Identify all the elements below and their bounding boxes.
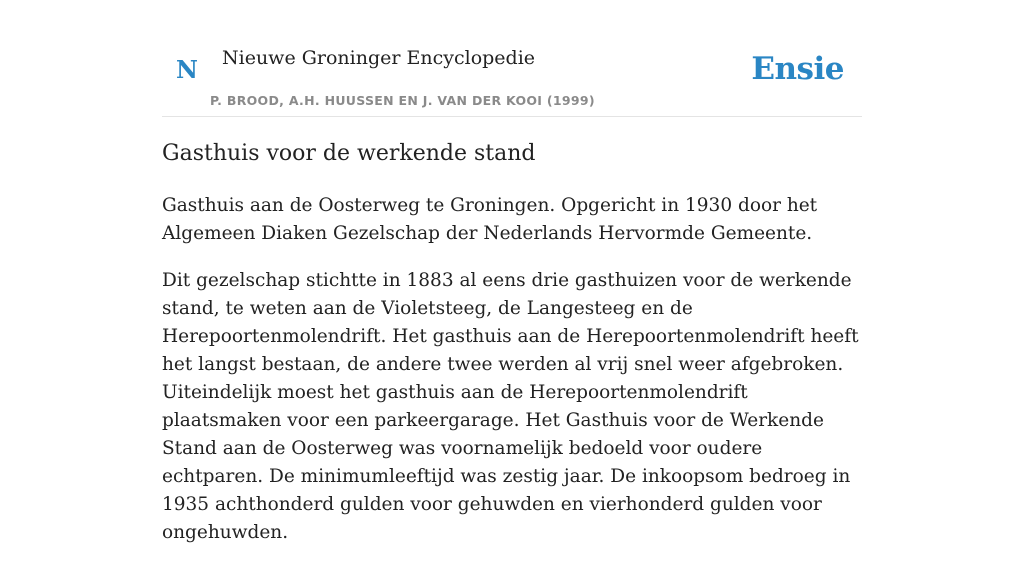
article-body — [162, 192, 867, 566]
book-title[interactable]: Nieuwe Groninger Encyclopedie — [222, 47, 536, 69]
book-letter-icon[interactable]: N — [176, 55, 198, 84]
article-title: Gasthuis voor de werkende stand — [162, 141, 536, 166]
article-paragraph: Dit gezelschap stichtte in 1883 al eens drie gasthuizen voor de werkende stand, te weten aan de Violetsteeg, de Langesteeg en de Herepoortenmolendrift. Het gasthuis aan de Herepoortenmolendrift heeft het langst bestaan, de andere twee werden al vrij snel weer afgebroken. Uiteindelijk moest het gasthuis aan de Herepoortenmolendrift plaatsmaken voor een parkeergarage. Het Gasthuis voor de Werkende Stand aan de Oosterweg was voornamelijk bedoeld voor oudere echtparen. De minimumleeftijd was zestig jaar. De inkoopsom bedroeg in 1935 achthonderd gulden voor gehuwden en vierhonderd gulden voor ongehuwden. — [162, 270, 859, 543]
book-authors: P. BROOD, A.H. HUUSSEN EN J. VAN DER KOOI (1999) — [210, 93, 595, 108]
header — [162, 0, 862, 117]
article-paragraph: Gasthuis aan de Oosterweg te Groningen. Opgericht in 1930 door het Algemeen Diaken Gezelschap der Nederlands Hervormde Gemeente. — [162, 195, 818, 244]
brand-logo[interactable]: Ensie — [751, 51, 844, 87]
